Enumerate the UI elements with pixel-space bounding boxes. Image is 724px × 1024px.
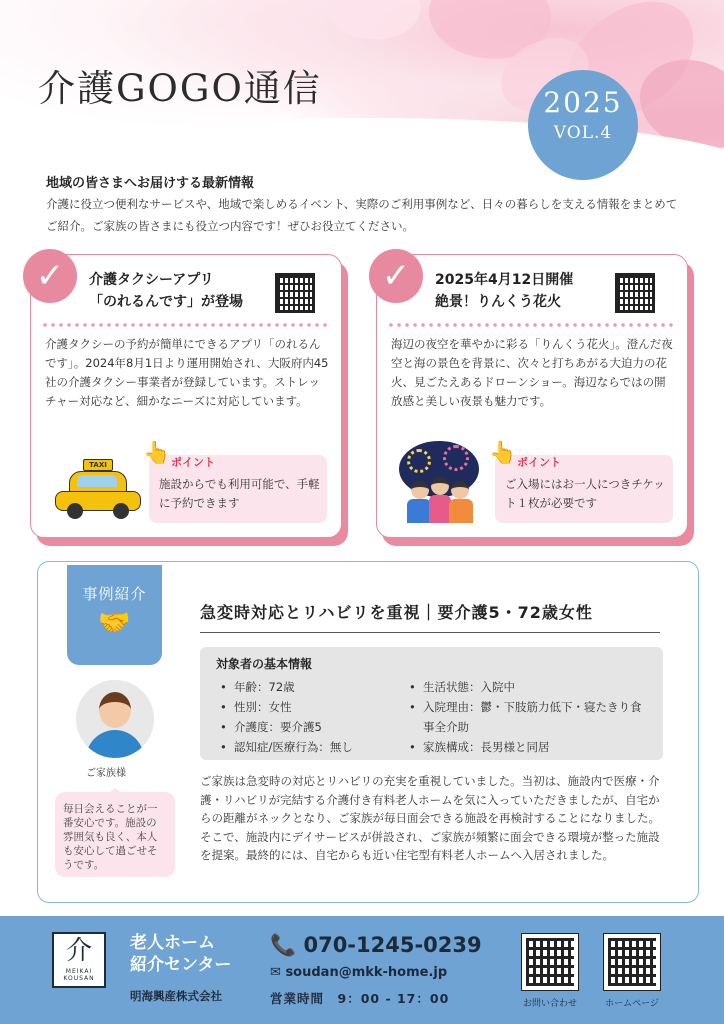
- dotted-divider: [387, 323, 677, 327]
- business-hours: 営業時間 9：00 - 17：00: [270, 991, 450, 1006]
- mail-icon: ✉: [270, 965, 281, 980]
- family-avatar: [76, 680, 154, 758]
- point-text: 施設からでも利用可能で、手軽に予約できます: [159, 477, 320, 510]
- intro-text: 介護に役立つ便利なサービスや、地域で楽しめるイベント、実際のご利用事例など、日々の暮らしを支える情報をまとめてご紹介。ご家族の皆さまにも役立つ内容です！ぜひお役立てください。: [46, 197, 678, 233]
- page-title: 介護GOGO通信: [38, 67, 322, 110]
- case-title-underline: [200, 632, 660, 633]
- card-body: 海辺の夜空を華やかに彩る「りんくう花火」。澄んだ夜空と海の景色を背景に、次々と打ちあがる大迫力の花火、見ごたえあるドローンショー。海辺ならではの開放感と美しい夜景も魅力です。: [391, 337, 673, 408]
- card-title-line1: 2025年4月12日開催: [435, 272, 574, 288]
- point-label: ポイント: [517, 456, 561, 469]
- card-title: [89, 269, 279, 313]
- email-text: soudan@mkk-home.jp: [285, 965, 448, 980]
- info-item: • 入院理由：鬱・下肢筋力低下・寝たきり食事全介助: [405, 697, 655, 737]
- org-name-line2: 紹介センター: [130, 955, 232, 975]
- homepage-qr-label: ホームページ: [605, 999, 659, 1009]
- info-heading: 対象者の基本情報: [216, 657, 313, 671]
- taxi-wheel: [113, 503, 129, 519]
- info-item: • 家族構成：長男様と同居: [405, 737, 655, 757]
- handshake-icon: 🤝: [98, 608, 131, 638]
- person-head: [431, 477, 449, 495]
- person-head: [411, 481, 429, 499]
- case-tab-label: 事例紹介: [82, 585, 147, 603]
- card-title-line2: 絶景！りんくう花火: [435, 294, 561, 310]
- info-item: • 生活状態：入院中: [405, 677, 655, 697]
- logo-mark: 介: [65, 936, 92, 966]
- taxi-wheel: [67, 503, 83, 519]
- issue-volume: VOL.4: [553, 123, 613, 143]
- card-title-line1: 介護タクシーアプリ: [89, 272, 214, 288]
- card-title: [435, 269, 625, 313]
- check-icon: ✓: [23, 249, 77, 303]
- avatar-body: [86, 730, 144, 758]
- contact-qr-label: お問い合わせ: [522, 999, 577, 1009]
- person-body: [429, 495, 451, 523]
- issue-badge: [528, 70, 638, 180]
- info-item: • 介護度：要介護5: [216, 717, 396, 737]
- case-title: 急変時対応とリハビリを重視｜要介護5・72歳女性: [200, 603, 593, 622]
- phone-number[interactable]: [270, 933, 482, 958]
- logo-text-line1: MEIKAI: [65, 968, 93, 975]
- company-name: 明海興産株式会社: [130, 989, 222, 1003]
- info-list-right: [405, 677, 655, 757]
- basic-info-box: [200, 647, 663, 760]
- case-description: ご家族は急変時の対応とリハビリの充実を重視していました。当初は、施設内で医療・介護・リハビリが完結する介護付き有料老人ホームを気に入っていただきましたが、自宅からの距離がネックとなり、ご家族が毎日面会できる施設を再検討することになりました。そこで、施設内にデイサービスが併設され、ご家族が頻繁に面会できる環境が整った施設を提案。最終的には、自宅からも近い住宅型有料老人ホームへ入居されました。: [200, 774, 660, 862]
- person-head: [451, 481, 469, 499]
- card-body: 介護タクシーの予約が簡単にできるアプリ「のれるんです」。2024年8月1日より運用開始され、大阪府内45社の介護タクシー事業者が登録しています。ストレッチャー対応など、細かなニーズに対応しています。: [45, 337, 329, 408]
- fireworks-card: [376, 254, 688, 538]
- issue-year: 2025: [543, 86, 623, 119]
- logo-text-line2: KOUSAN: [63, 975, 95, 982]
- org-name-line1: 老人ホーム: [130, 933, 215, 953]
- taxi-app-card: [30, 254, 342, 538]
- pointing-hand-icon: 👆: [489, 441, 517, 466]
- info-item: • 認知症/医療行為：無し: [216, 737, 396, 757]
- dotted-divider: [41, 323, 331, 327]
- petal-decoration: [325, 0, 424, 47]
- qr-code-icon[interactable]: [275, 273, 315, 313]
- info-item: • 性別：女性: [216, 697, 396, 717]
- email-address[interactable]: [270, 965, 447, 980]
- taxi-illustration: [53, 459, 143, 519]
- contact-qr-code[interactable]: [522, 934, 578, 990]
- avatar-head: [99, 692, 131, 728]
- info-list-left: [216, 677, 396, 757]
- case-study-tab: [67, 565, 162, 665]
- person-body: [407, 499, 431, 523]
- check-icon: ✓: [369, 249, 423, 303]
- firework-burst: [443, 445, 469, 471]
- phone-icon: 📞: [270, 933, 297, 957]
- family-quote: 毎日会えることが一番安心です。施設の雰囲気も良く、本人も安心して過ごせそうです。: [55, 792, 175, 877]
- intro-heading: 地域の皆さまへお届けする最新情報: [46, 176, 255, 191]
- homepage-qr-code[interactable]: [604, 934, 660, 990]
- qr-code-icon[interactable]: [615, 273, 655, 313]
- taxi-window: [77, 475, 117, 487]
- card-title-line2: 「のれるんです」が登場: [89, 294, 243, 310]
- firework-burst: [407, 449, 431, 473]
- fireworks-illustration: [399, 441, 479, 523]
- person-body: [449, 499, 473, 523]
- taxi-sign: TAXI: [83, 459, 113, 471]
- info-item: • 年齢：72歳: [216, 677, 396, 697]
- phone-text: 070-1245-0239: [303, 933, 482, 957]
- point-label: ポイント: [171, 456, 215, 469]
- company-logo: [52, 932, 106, 988]
- pointing-hand-icon: 👆: [143, 441, 171, 466]
- point-text: ご入場にはお一人につきチケット１枚が必要です: [505, 477, 665, 510]
- family-label: ご家族様: [86, 768, 126, 779]
- org-name: [130, 932, 231, 976]
